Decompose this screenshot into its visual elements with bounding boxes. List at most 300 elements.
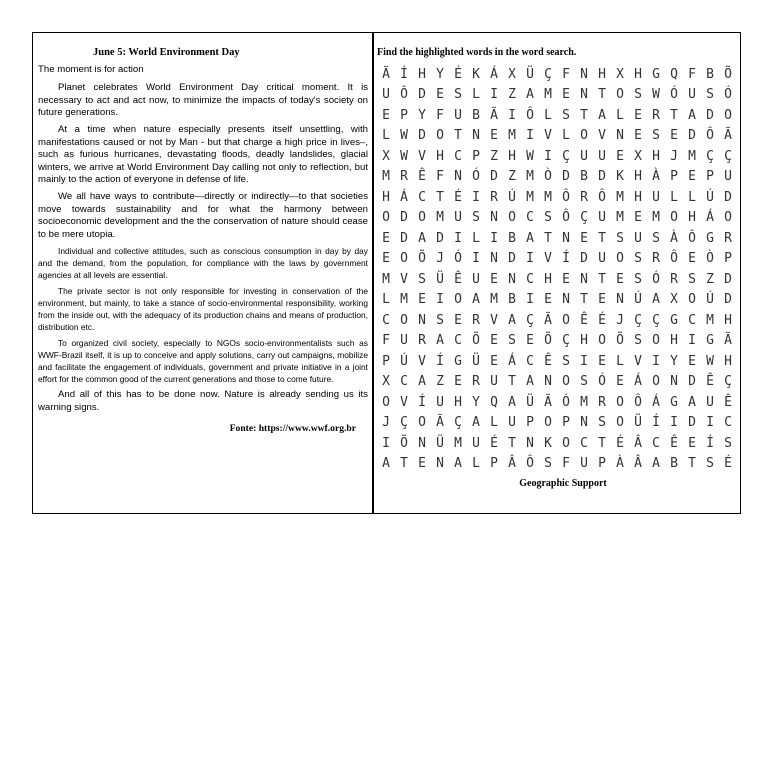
grid-letter: N [580,415,588,431]
grid-letter: U [472,435,480,451]
grid-letter: B [508,292,516,308]
grid-letter: D [688,415,696,431]
grid-letter: N [418,435,426,451]
grid-letter: Á [508,353,516,369]
grid-letter: E [562,87,570,103]
grid-letter: B [508,230,516,246]
grid-letter: H [724,312,732,328]
grid-letter: Ã [544,394,552,410]
grid-letter: A [454,456,462,472]
grid-letter: S [508,333,516,349]
grid-letter: T [670,107,678,123]
grid-letter: Ó [454,251,462,267]
grid-letter: O [544,415,552,431]
grid-letter: P [670,169,678,185]
grid-letter: Ó [724,87,732,103]
grid-letter: I [490,230,498,246]
grid-letter: L [382,128,390,144]
grid-letter: D [508,251,516,267]
grid-letter: Z [490,148,498,164]
grid-letter: C [418,189,426,205]
grid-letter: P [490,456,498,472]
grid-letter: À [616,456,624,472]
grid-letter: T [580,292,588,308]
grid-letter: T [454,128,462,144]
grid-letter: P [598,456,606,472]
paragraph-3: We all have ways to contribute—directly or indirectly—to that societies move towards sustainability and for what the harmony between socioeconomic development and the the conservation of nature should cease to be mere utopia. [38,190,368,240]
grid-letter: E [598,292,606,308]
source-citation: Fonte: https://www.wwf.org.br [229,422,356,434]
article-title: June 5: World Environment Day [93,47,240,58]
grid-letter: U [598,251,606,267]
grid-letter: T [598,87,606,103]
grid-letter: S [688,271,696,287]
grid-row [377,249,737,270]
grid-row [377,146,737,167]
grid-letter: E [688,435,696,451]
grid-letter: M [454,435,462,451]
grid-letter: B [580,169,588,185]
grid-letter: Ú [706,292,714,308]
grid-letter: Ó [472,169,480,185]
grid-letter: C [382,312,390,328]
grid-letter: U [454,107,462,123]
grid-letter: E [688,169,696,185]
grid-letter: Z [706,271,714,287]
grid-letter: B [472,107,480,123]
grid-letter: S [652,230,660,246]
grid-letter: U [400,333,408,349]
grid-letter: X [508,66,516,82]
grid-letter: V [418,353,426,369]
grid-letter: Ò [544,169,552,185]
grid-letter: N [580,271,588,287]
grid-letter: É [616,435,624,451]
grid-letter: D [418,128,426,144]
grid-letter: A [526,230,534,246]
grid-letter: S [544,210,552,226]
grid-letter: N [418,312,426,328]
grid-letter: E [562,271,570,287]
grid-letter: Z [508,87,516,103]
grid-letter: O [418,415,426,431]
grid-letter: H [508,148,516,164]
grid-letter: V [634,353,642,369]
grid-letter: I [670,415,678,431]
grid-letter: Ç [724,374,732,390]
grid-letter: Ó [652,271,660,287]
grid-letter: Ô [706,128,714,144]
grid-letter: E [598,353,606,369]
grid-letter: Ü [436,271,444,287]
grid-letter: U [724,169,732,185]
grid-letter: S [562,107,570,123]
grid-letter: X [616,66,624,82]
grid-letter: C [652,435,660,451]
grid-letter: S [436,312,444,328]
grid-letter: S [598,415,606,431]
grid-letter: M [580,394,588,410]
grid-letter: É [490,435,498,451]
grid-letter: X [382,148,390,164]
grid-letter: W [652,87,660,103]
grid-row [377,126,737,147]
grid-letter: É [724,456,732,472]
grid-letter: Ç [652,312,660,328]
grid-letter: O [418,210,426,226]
paragraph-6: To organized civil society, especially to NGOs socio-environmentalists such as WWF-Brazil itself, it is up to conceive and apply solutions, carry out campaigns, mobilize and facilitate the engagement of individuals, government and private initiative in a joint effort for the common good of the current generations and those to come future. [38,338,368,385]
grid-letter: S [634,271,642,287]
grid-letter: D [724,189,732,205]
grid-letter: W [706,353,714,369]
grid-letter: Ã [382,66,390,82]
grid-letter: I [454,230,462,246]
grid-letter: À [652,169,660,185]
grid-letter: M [490,292,498,308]
grid-letter: E [454,374,462,390]
grid-letter: Ã [436,415,444,431]
grid-letter: J [670,148,678,164]
grid-letter: Ç [562,333,570,349]
word-search-grid [377,64,737,474]
grid-letter: N [472,128,480,144]
grid-letter: N [580,87,588,103]
grid-letter: M [382,169,390,185]
grid-row [377,290,737,311]
grid-letter: Í [652,415,660,431]
grid-letter: O [616,394,624,410]
grid-letter: H [382,189,390,205]
grid-letter: T [598,271,606,287]
grid-letter: X [670,292,678,308]
grid-letter: Õ [544,333,552,349]
worksheet [32,32,741,514]
grid-letter: U [472,271,480,287]
grid-letter: S [544,456,552,472]
grid-letter: P [562,415,570,431]
grid-letter: H [598,66,606,82]
grid-letter: O [670,210,678,226]
grid-letter: I [436,292,444,308]
grid-letter: C [580,435,588,451]
grid-letter: I [652,353,660,369]
grid-letter: R [652,251,660,267]
grid-letter: Ç [580,210,588,226]
grid-letter: L [472,456,480,472]
grid-letter: H [454,394,462,410]
grid-letter: E [634,107,642,123]
grid-letter: E [616,271,624,287]
grid-letter: D [418,87,426,103]
grid-letter: Õ [418,251,426,267]
grid-letter: C [454,148,462,164]
grid-letter: A [688,107,696,123]
grid-letter: U [598,148,606,164]
grid-letter: Y [472,394,480,410]
grid-letter: Ú [400,353,408,369]
grid-letter: T [400,456,408,472]
paragraph-2: At a time when nature especially presents itself unsettling, with manifestations caused or not by Man - but that charge a high price in lives–, such as furious hurricanes, devastating floods, deadly landslides, glacial winters, we arrive at World Environment Day calling not only to reflection, but mainly to the action of everyone in defense of life. [38,123,368,186]
grid-letter: À [670,230,678,246]
grid-letter: I [382,435,390,451]
grid-letter: S [616,230,624,246]
grid-letter: Ô [562,210,570,226]
grid-letter: R [652,107,660,123]
grid-row [377,372,737,393]
grid-letter: I [544,148,552,164]
grid-letter: Ê [580,312,588,328]
grid-letter: Â [634,435,642,451]
grid-letter: J [436,251,444,267]
grid-letter: H [436,148,444,164]
grid-letter: K [544,435,552,451]
grid-letter: H [724,353,732,369]
grid-letter: Ô [598,189,606,205]
grid-letter: I [688,333,696,349]
grid-letter: E [454,312,462,328]
grid-letter: O [688,292,696,308]
grid-letter: O [562,435,570,451]
grid-letter: R [472,312,480,328]
grid-letter: Ó [598,374,606,390]
grid-letter: Í [562,251,570,267]
grid-letter: Í [706,435,714,451]
paragraph-4: Individual and collective attitudes, such as conscious consumption in day by day and the demand, from the population, for compliance with the laws by government agencies at all levels are essential. [38,246,368,281]
grid-letter: P [526,415,534,431]
grid-letter: S [706,87,714,103]
grid-letter: R [490,189,498,205]
grid-letter: Ã [490,107,498,123]
grid-letter: Ã [544,312,552,328]
grid-letter: E [490,353,498,369]
grid-row [377,413,737,434]
grid-letter: D [436,230,444,246]
grid-letter: M [544,189,552,205]
grid-letter: Ê [670,435,678,451]
grid-letter: O [400,251,408,267]
grid-letter: H [580,333,588,349]
word-search-footer: Geographic Support [519,478,607,489]
grid-letter: Ó [562,394,570,410]
grid-letter: X [634,148,642,164]
grid-letter: H [670,333,678,349]
grid-letter: C [526,271,534,287]
grid-letter: C [724,415,732,431]
grid-letter: A [472,415,480,431]
grid-letter: Ã [724,128,732,144]
grid-letter: S [706,456,714,472]
grid-letter: Ã [724,333,732,349]
grid-letter: U [580,148,588,164]
grid-row [377,269,737,290]
grid-letter: Ç [634,312,642,328]
grid-letter: Ú [706,189,714,205]
grid-letter: Ú [634,292,642,308]
grid-letter: Q [490,394,498,410]
grid-letter: M [436,210,444,226]
grid-letter: M [616,189,624,205]
grid-letter: N [616,128,624,144]
grid-letter: Õ [472,333,480,349]
grid-letter: V [418,148,426,164]
grid-letter: V [544,128,552,144]
grid-letter: E [436,87,444,103]
grid-letter: M [508,128,516,144]
grid-letter: Ü [526,66,534,82]
grid-letter: O [598,333,606,349]
grid-letter: K [472,66,480,82]
grid-letter: I [706,415,714,431]
grid-letter: Á [706,210,714,226]
grid-letter: Â [634,456,642,472]
grid-letter: T [688,456,696,472]
grid-letter: E [418,456,426,472]
grid-letter: Ô [526,107,534,123]
grid-letter: Ç [526,312,534,328]
grid-letter: A [472,292,480,308]
grid-letter: G [652,66,660,82]
grid-letter: Õ [400,435,408,451]
grid-letter: W [400,128,408,144]
grid-letter: E [526,333,534,349]
grid-letter: O [562,374,570,390]
grid-letter: U [508,415,516,431]
grid-letter: Ô [562,189,570,205]
grid-letter: N [580,66,588,82]
grid-letter: T [436,189,444,205]
grid-letter: D [400,210,408,226]
grid-letter: O [652,333,660,349]
grid-letter: R [418,333,426,349]
grid-letter: N [508,271,516,287]
grid-letter: A [526,87,534,103]
grid-letter: P [706,169,714,185]
grid-letter: R [724,230,732,246]
grid-letter: A [418,230,426,246]
grid-letter: S [634,251,642,267]
grid-letter: Â [508,456,516,472]
grid-letter: Ê [724,394,732,410]
grid-letter: U [382,87,390,103]
grid-letter: J [382,415,390,431]
grid-letter: Ü [526,394,534,410]
grid-letter: M [400,292,408,308]
grid-letter: Ç [454,415,462,431]
grid-letter: S [454,87,462,103]
grid-letter: H [544,271,552,287]
grid-letter: H [634,66,642,82]
grid-letter: S [472,210,480,226]
paragraph-7: And all of this has to be done now. Nature is already sending us its warning signs. [38,389,368,413]
grid-letter: L [472,87,480,103]
grid-letter: T [598,435,606,451]
grid-letter: Z [436,374,444,390]
grid-letter: P [382,353,390,369]
grid-letter: U [634,230,642,246]
grid-letter: I [508,107,516,123]
grid-letter: V [598,128,606,144]
grid-letter: O [454,292,462,308]
grid-letter: E [490,333,498,349]
grid-letter: B [706,66,714,82]
grid-letter: G [706,333,714,349]
grid-letter: I [472,251,480,267]
grid-letter: Ç [562,148,570,164]
grid-letter: N [616,292,624,308]
grid-letter: U [454,210,462,226]
grid-letter: Õ [616,333,624,349]
grid-letter: A [508,312,516,328]
grid-letter: N [562,292,570,308]
grid-letter: Í [400,66,408,82]
grid-letter: L [616,107,624,123]
grid-letter: M [382,271,390,287]
grid-letter: H [688,210,696,226]
grid-letter: M [616,210,624,226]
grid-letter: I [580,353,588,369]
grid-letter: S [634,87,642,103]
grid-row [377,433,737,454]
grid-letter: Ç [724,148,732,164]
grid-letter: S [634,333,642,349]
grid-row [377,64,737,85]
grid-letter: R [400,169,408,185]
grid-letter: I [526,292,534,308]
grid-letter: D [562,169,570,185]
grid-letter: U [580,456,588,472]
grid-letter: E [382,107,390,123]
grid-letter: V [490,312,498,328]
grid-letter: Y [418,107,426,123]
word-search-title: Find the highlighted words in the word search. [377,47,577,58]
grid-letter: H [418,66,426,82]
grid-letter: N [436,456,444,472]
grid-letter: Á [634,374,642,390]
grid-letter: F [562,66,570,82]
grid-letter: Ü [472,353,480,369]
grid-letter: Ú [508,189,516,205]
grid-letter: E [544,292,552,308]
grid-row [377,454,737,475]
grid-letter: O [724,107,732,123]
grid-letter: A [508,394,516,410]
article-subtitle: The moment is for action [38,63,144,75]
grid-letter: Í [436,353,444,369]
grid-letter: O [616,415,624,431]
grid-letter: B [670,456,678,472]
grid-letter: S [562,353,570,369]
grid-letter: F [562,456,570,472]
grid-letter: E [634,128,642,144]
grid-letter: A [436,333,444,349]
grid-letter: O [580,128,588,144]
grid-letter: W [526,148,534,164]
grid-letter: I [472,189,480,205]
grid-letter: A [526,374,534,390]
grid-letter: M [688,148,696,164]
grid-letter: U [652,189,660,205]
grid-letter: S [652,128,660,144]
grid-letter: E [634,210,642,226]
grid-letter: Ô [400,87,408,103]
grid-letter: O [400,312,408,328]
grid-row [377,392,737,413]
grid-letter: Ü [634,415,642,431]
grid-letter: Á [652,394,660,410]
grid-letter: E [616,148,624,164]
grid-letter: N [490,251,498,267]
grid-letter: T [508,374,516,390]
